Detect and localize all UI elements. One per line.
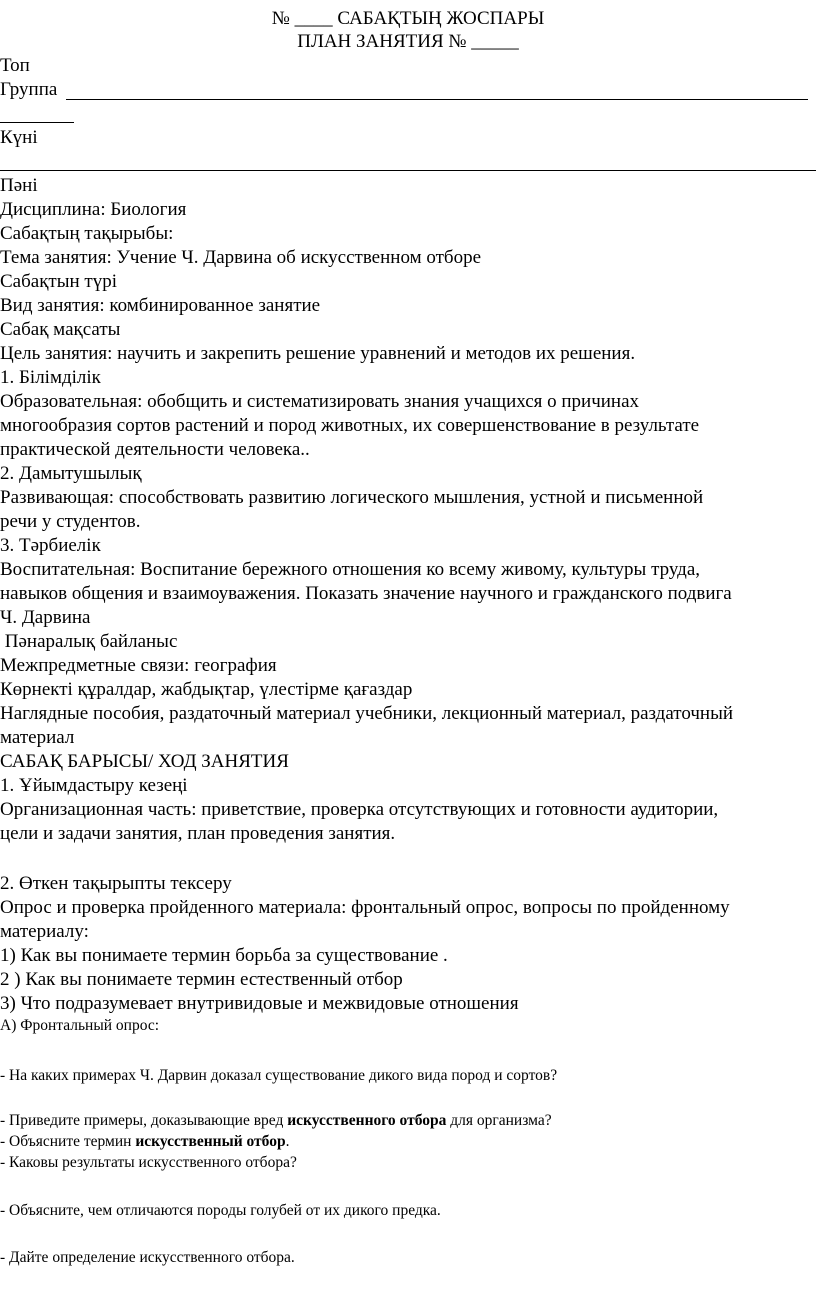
date-underline: [0, 170, 816, 171]
inter-ru: Межпредметные связи: география: [0, 655, 277, 676]
group-label: Группа: [0, 79, 58, 100]
dev-kz: 2. Дамытушылық: [0, 463, 142, 484]
check-kz: 2. Өткен тақырыпты тексеру: [0, 873, 232, 894]
edu-kz: 1. Білімділік: [0, 367, 101, 388]
dev-ru-line-1: Развивающая: способствовать развитию логического мышления, устной и письменной: [0, 487, 704, 508]
aids-ru-line-1: Наглядные пособия, раздаточный материал учебники, лекционный материал, раздаточный: [0, 703, 734, 724]
frontal-question-1: - На каких примерах Ч. Дарвин доказал существование дикого вида пород и сортов?: [0, 1067, 558, 1084]
frontal-question-2: - Приведите примеры, доказывающие вред искусственного отбора для организма?: [0, 1112, 552, 1129]
upb-ru-line-3: Ч. Дарвина: [0, 607, 91, 628]
aids-ru-line-2: материал: [0, 727, 75, 748]
inter-kz: Пәнаралық байланыс: [0, 631, 178, 652]
edu-ru-line-3: практической деятельности человека..: [0, 439, 310, 460]
question-3: 3) Что подразумевает внутривидовые и межвидовые отношения: [0, 993, 519, 1014]
frontal-question-6: - Дайте определение искусственного отбора.: [0, 1249, 295, 1266]
frontal-question-5: - Объясните, чем отличаются породы голубей от их дикого предка.: [0, 1202, 441, 1219]
upb-kz: 3. Тәрбиелік: [0, 535, 101, 556]
org-ru-line-1: Организационная часть: приветствие, проверка отсутствующих и готовности аудитории,: [0, 799, 719, 820]
org-ru-line-2: цели и задачи занятия, план проведения занятия.: [0, 823, 396, 844]
org-kz: 1. Ұйымдастыру кезеңі: [0, 775, 188, 796]
type-ru: Вид занятия: комбинированное занятие: [0, 295, 321, 316]
question-1: 1) Как вы понимаете термин борьба за существование .: [0, 945, 448, 966]
edu-ru-line-1: Образовательная: обобщить и систематизировать знания учащихся о причинах: [0, 391, 640, 412]
goal-kz: Сабақ мақсаты: [0, 319, 121, 340]
top-label: Топ: [0, 55, 30, 76]
dev-ru-line-2: речи у студентов.: [0, 511, 141, 532]
upb-ru-line-2: навыков общения и взаимоуважения. Показать значение научного и гражданского подвига: [0, 583, 732, 604]
frontal-survey-label: А) Фронтальный опрос:: [0, 1017, 160, 1034]
check-ru-line-1: Опрос и проверка пройденного материала: фронтальный опрос, вопросы по пройденному: [0, 897, 730, 918]
question-2: 2 ) Как вы понимаете термин естественный отбор: [0, 969, 403, 990]
course-heading: САБАҚ БАРЫСЫ/ ХОД ЗАНЯТИЯ: [0, 751, 289, 772]
title-kz: № ____ САБАҚТЫҢ ЖОСПАРЫ: [271, 8, 545, 29]
group-underline-continued: [0, 122, 74, 123]
date-label: Күні: [0, 127, 38, 148]
topic-ru: Тема занятия: Учение Ч. Дарвина об искусственном отборе: [0, 247, 482, 268]
edu-ru-line-2: многообразия сортов растений и пород животных, их совершенствование в результате: [0, 415, 700, 436]
goal-ru: Цель занятия: научить и закрепить решение уравнений и методов их решения.: [0, 343, 636, 364]
frontal-question-3: - Объясните термин искусственный отбор.: [0, 1133, 290, 1150]
frontal-question-4: - Каковы результаты искусственного отбора?: [0, 1154, 297, 1171]
check-ru-line-2: материалу:: [0, 921, 89, 942]
upb-ru-line-1: Воспитательная: Воспитание бережного отношения ко всему живому, культуры труда,: [0, 559, 701, 580]
title-ru: ПЛАН ЗАНЯТИЯ № _____: [297, 31, 519, 52]
topic-kz: Сабақтың тақырыбы:: [0, 223, 174, 244]
discipline-kz: Пәні: [0, 175, 38, 196]
group-underline: [66, 99, 808, 100]
aids-kz: Көрнекті құралдар, жабдықтар, үлестірме қағаздар: [0, 679, 413, 700]
type-kz: Сабақтын түрі: [0, 271, 118, 292]
discipline-ru: Дисциплина: Биология: [0, 199, 187, 220]
